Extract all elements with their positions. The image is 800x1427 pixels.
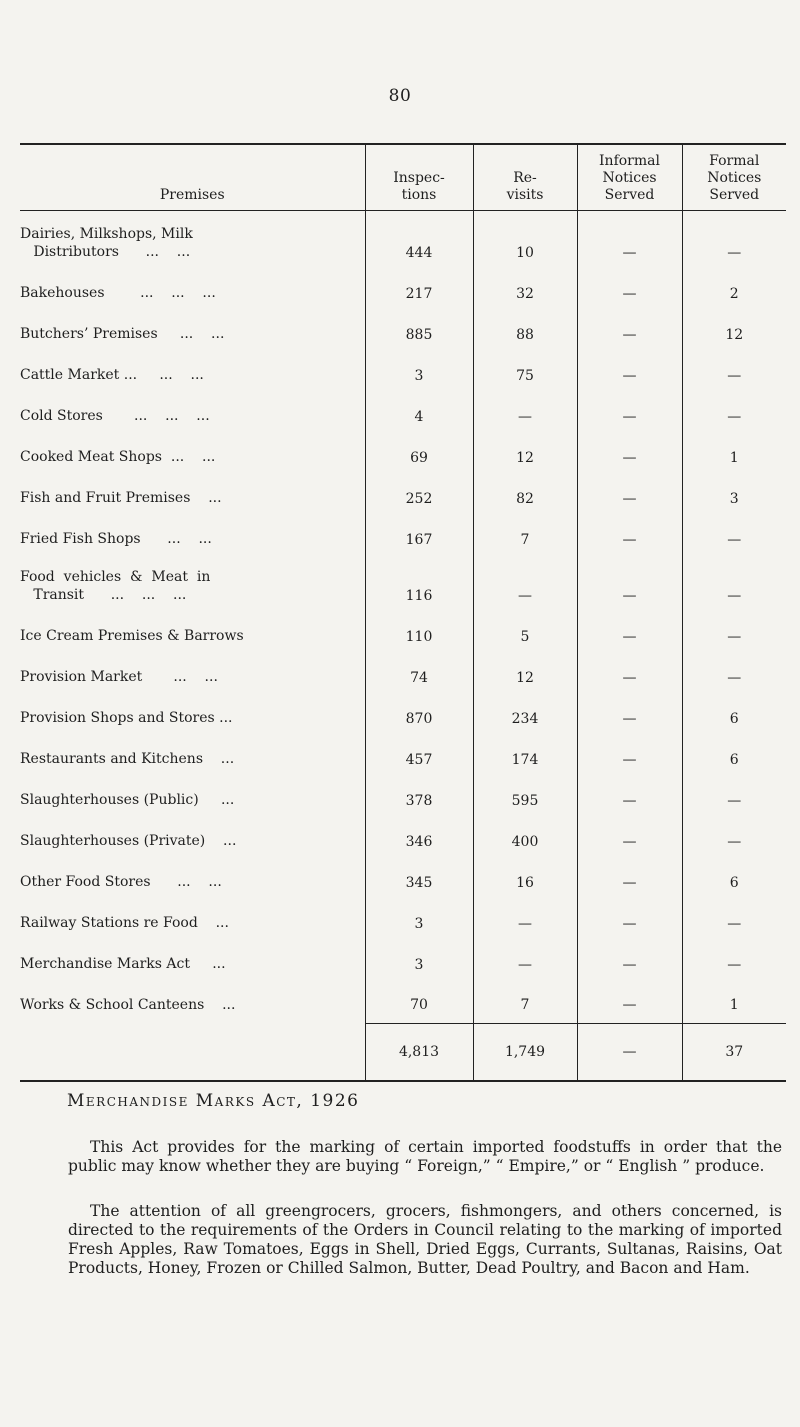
revisits-cell: 10 — [473, 211, 577, 267]
total-inspections: 4,813 — [365, 1024, 473, 1081]
premises-cell: Ice Cream Premises & Barrows — [20, 627, 244, 644]
inspections-cell: 252 — [365, 472, 473, 513]
table-header-row — [20, 144, 786, 211]
informal-notices-cell: — — [577, 513, 682, 554]
informal-notices-cell: — — [577, 211, 682, 267]
table-row — [20, 979, 786, 1024]
informal-notices-cell: — — [577, 938, 682, 979]
formal-notices-cell: 3 — [682, 472, 786, 513]
header-revisits: Re- visits — [473, 144, 577, 211]
informal-notices-cell: — — [577, 692, 682, 733]
informal-notices-cell: — — [577, 390, 682, 431]
formal-notices-cell: — — [682, 211, 786, 267]
revisits-cell: — — [473, 938, 577, 979]
revisits-cell: — — [473, 390, 577, 431]
revisits-cell: 174 — [473, 733, 577, 774]
table-row — [20, 856, 786, 897]
table-row — [20, 390, 786, 431]
inspections-cell: 444 — [365, 211, 473, 267]
premises-cell: Cooked Meat Shops ... ... — [20, 448, 216, 465]
informal-notices-cell: — — [577, 431, 682, 472]
inspections-cell: 3 — [365, 938, 473, 979]
revisits-cell: 12 — [473, 431, 577, 472]
inspections-cell: 457 — [365, 733, 473, 774]
informal-notices-cell: — — [577, 349, 682, 390]
table-row — [20, 651, 786, 692]
premises-cell: Dairies, Milkshops, Milk Distributors ... ... — [20, 225, 193, 260]
inspections-cell: 4 — [365, 390, 473, 431]
formal-notices-cell: — — [682, 554, 786, 610]
premises-cell: Railway Stations re Food ... — [20, 914, 229, 931]
formal-notices-cell: — — [682, 610, 786, 651]
inspections-cell: 345 — [365, 856, 473, 897]
table-row — [20, 472, 786, 513]
revisits-cell: 7 — [473, 979, 577, 1024]
premises-cell: Works & School Canteens ... — [20, 996, 236, 1013]
table-row — [20, 349, 786, 390]
formal-notices-cell: — — [682, 513, 786, 554]
informal-notices-cell: — — [577, 897, 682, 938]
inspections-cell: 3 — [365, 349, 473, 390]
table-row — [20, 308, 786, 349]
informal-notices-cell: — — [577, 774, 682, 815]
informal-notices-cell: — — [577, 815, 682, 856]
total-revisits: 1,749 — [473, 1024, 577, 1081]
informal-notices-cell: — — [577, 267, 682, 308]
total-formal-notices: 37 — [682, 1024, 786, 1081]
inspections-cell: 74 — [365, 651, 473, 692]
revisits-cell: 16 — [473, 856, 577, 897]
informal-notices-cell: — — [577, 472, 682, 513]
inspections-cell: 70 — [365, 979, 473, 1024]
formal-notices-cell: 1 — [682, 431, 786, 472]
table-row — [20, 938, 786, 979]
table-row — [20, 815, 786, 856]
formal-notices-cell: — — [682, 774, 786, 815]
inspections-cell: 116 — [365, 554, 473, 610]
formal-notices-cell: 12 — [682, 308, 786, 349]
formal-notices-cell: — — [682, 390, 786, 431]
informal-notices-cell: — — [577, 610, 682, 651]
formal-notices-cell: — — [682, 651, 786, 692]
revisits-cell: 32 — [473, 267, 577, 308]
inspections-cell: 110 — [365, 610, 473, 651]
inspections-table — [20, 143, 786, 1082]
revisits-cell: 234 — [473, 692, 577, 733]
informal-notices-cell: — — [577, 733, 682, 774]
revisits-cell: 12 — [473, 651, 577, 692]
premises-cell: Butchers’ Premises ... ... — [20, 325, 225, 342]
section-paragraph-1: This Act provides for the marking of certain imported foodstuffs in order that the public may know whether they are buying “ Foreign,” “ Empire,” or “ English ” produce. — [68, 1138, 782, 1175]
table-row — [20, 513, 786, 554]
totals-label-cell — [20, 1024, 365, 1081]
total-informal-notices: — — [577, 1024, 682, 1081]
premises-cell: Provision Shops and Stores ... — [20, 709, 233, 726]
formal-notices-cell: — — [682, 938, 786, 979]
revisits-cell: 82 — [473, 472, 577, 513]
header-premises: Premises — [20, 144, 365, 211]
revisits-cell: 400 — [473, 815, 577, 856]
table-row — [20, 692, 786, 733]
formal-notices-cell: — — [682, 349, 786, 390]
table-row — [20, 774, 786, 815]
revisits-cell: — — [473, 554, 577, 610]
informal-notices-cell: — — [577, 554, 682, 610]
inspections-cell: 346 — [365, 815, 473, 856]
header-informal-notices: Informal Notices Served — [577, 144, 682, 211]
table-row — [20, 554, 786, 610]
formal-notices-cell: 6 — [682, 733, 786, 774]
table-row — [20, 610, 786, 651]
inspections-cell: 3 — [365, 897, 473, 938]
premises-cell: Bakehouses ... ... ... — [20, 284, 216, 301]
premises-cell: Restaurants and Kitchens ... — [20, 750, 235, 767]
premises-cell: Cattle Market ... ... ... — [20, 366, 204, 383]
informal-notices-cell: — — [577, 856, 682, 897]
section-paragraph-2: The attention of all greengrocers, grocers, fishmongers, and others concerned, is directed to the requirements of the Orders in Council relating to the marking of imported Fresh Apples, Raw Tomatoes, Eggs in Shell, Dried Eggs, Currants, Sultanas, Raisins, Oat Products, Honey, Frozen or Chilled Salmon, Butter, Dead Poultry, and Bacon and Ham. — [68, 1202, 782, 1277]
section-heading: Merchandise Marks Act, 1926 — [67, 1091, 360, 1111]
revisits-cell: 7 — [473, 513, 577, 554]
table-row — [20, 733, 786, 774]
informal-notices-cell: — — [577, 308, 682, 349]
informal-notices-cell: — — [577, 651, 682, 692]
formal-notices-cell: 6 — [682, 856, 786, 897]
formal-notices-cell: — — [682, 897, 786, 938]
inspections-cell: 69 — [365, 431, 473, 472]
premises-cell: Fish and Fruit Premises ... — [20, 489, 222, 506]
formal-notices-cell: 6 — [682, 692, 786, 733]
header-formal-notices: Formal Notices Served — [682, 144, 786, 211]
informal-notices-cell: — — [577, 979, 682, 1024]
totals-row — [20, 1024, 786, 1081]
inspections-cell: 167 — [365, 513, 473, 554]
premises-cell: Merchandise Marks Act ... — [20, 955, 226, 972]
table-row — [20, 211, 786, 267]
page-number: 80 — [388, 86, 412, 106]
inspections-cell: 870 — [365, 692, 473, 733]
header-inspections: Inspec- tions — [365, 144, 473, 211]
premises-cell: Slaughterhouses (Private) ... — [20, 832, 237, 849]
table-row — [20, 267, 786, 308]
formal-notices-cell: 2 — [682, 267, 786, 308]
inspections-cell: 885 — [365, 308, 473, 349]
premises-cell: Cold Stores ... ... ... — [20, 407, 210, 424]
premises-cell: Food vehicles & Meat in Transit ... ... ... — [20, 568, 211, 603]
revisits-cell: 5 — [473, 610, 577, 651]
premises-cell: Other Food Stores ... ... — [20, 873, 222, 890]
inspections-cell: 378 — [365, 774, 473, 815]
inspections-cell: 217 — [365, 267, 473, 308]
table-row — [20, 897, 786, 938]
revisits-cell: 595 — [473, 774, 577, 815]
formal-notices-cell: — — [682, 815, 786, 856]
revisits-cell: — — [473, 897, 577, 938]
premises-cell: Slaughterhouses (Public) ... — [20, 791, 235, 808]
revisits-cell: 88 — [473, 308, 577, 349]
premises-cell: Provision Market ... ... — [20, 668, 218, 685]
premises-cell: Fried Fish Shops ... ... — [20, 530, 212, 547]
formal-notices-cell: 1 — [682, 979, 786, 1024]
revisits-cell: 75 — [473, 349, 577, 390]
table-row — [20, 431, 786, 472]
